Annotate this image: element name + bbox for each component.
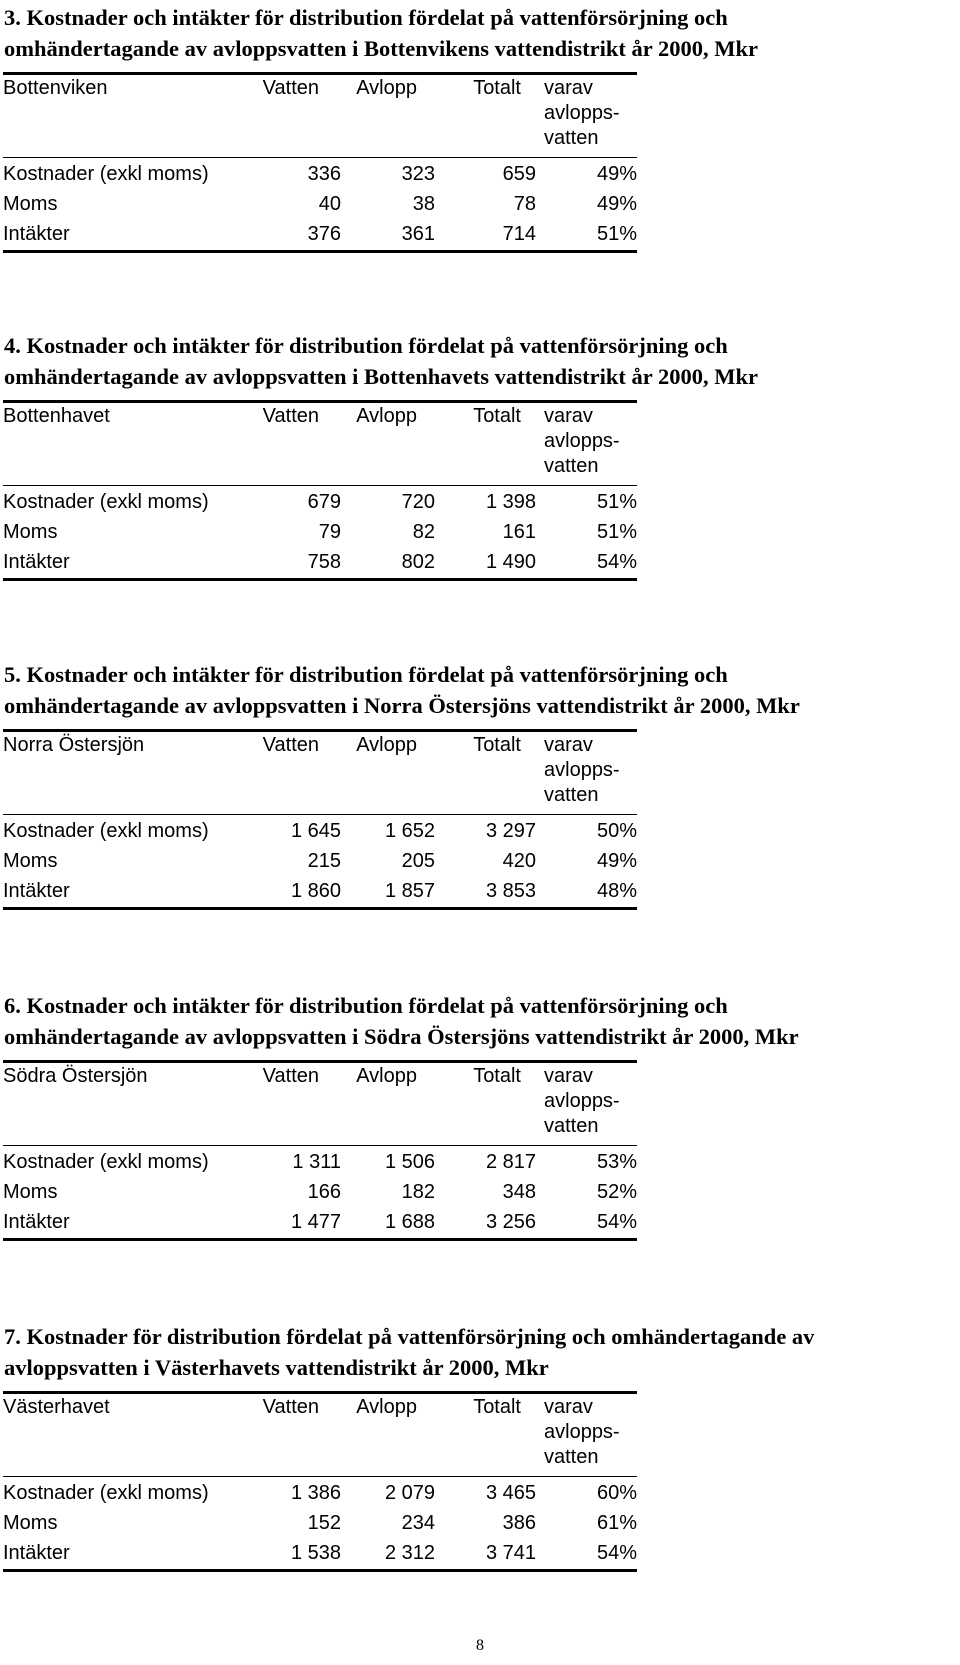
totalt-header: Totalt <box>473 734 521 756</box>
avlopp-header: Avlopp <box>356 734 417 756</box>
table-bottom-rule <box>3 1569 637 1572</box>
varav-header: varav avlopps- vatten <box>544 1065 620 1137</box>
region-header: Bottenviken <box>3 77 108 99</box>
avlopp-header: Avlopp <box>356 405 417 427</box>
region-header: Norra Östersjön <box>3 734 145 756</box>
varav-header: varav avlopps- vatten <box>544 734 620 806</box>
avlopp-header: Avlopp <box>356 1396 417 1418</box>
header-rule <box>3 1145 637 1146</box>
table-bottom-rule <box>3 578 637 581</box>
table-top-rule <box>3 1391 637 1394</box>
vatten-header: Vatten <box>262 734 319 756</box>
vatten-header: Vatten <box>262 77 319 99</box>
table-title: 4. Kostnader och intäkter för distribution fördelat på vattenförsörjning och omhändertagande av avloppsvatten i Bottenhavets vattendistrikt år 2000, Mkr <box>4 333 758 389</box>
varav-header: varav avlopps- vatten <box>544 1396 620 1468</box>
header-rule <box>3 1476 637 1477</box>
vatten-header: Vatten <box>262 1065 319 1087</box>
table-top-rule <box>3 1060 637 1063</box>
header-rule <box>3 157 637 158</box>
varav-header: varav avlopps- vatten <box>544 77 620 149</box>
table-bottom-rule <box>3 250 637 253</box>
vatten-header: Vatten <box>262 1396 319 1418</box>
totalt-header: Totalt <box>473 77 521 99</box>
table-top-rule <box>3 400 637 403</box>
table-title: 6. Kostnader och intäkter för distribution fördelat på vattenförsörjning och omhändertagande av avloppsvatten i Södra Östersjöns vattendistrikt år 2000, Mkr <box>4 993 799 1049</box>
table-bottom-rule <box>3 907 637 910</box>
table-top-rule <box>3 72 637 75</box>
avlopp-header: Avlopp <box>356 1065 417 1087</box>
region-header: Västerhavet <box>3 1396 110 1418</box>
region-header: Södra Östersjön <box>3 1065 148 1087</box>
region-header: Bottenhavet <box>3 405 110 427</box>
table-title: 5. Kostnader och intäkter för distribution fördelat på vattenförsörjning och omhändertagande av avloppsvatten i Norra Östersjöns vattendistrikt år 2000, Mkr <box>4 662 800 718</box>
vatten-header: Vatten <box>262 405 319 427</box>
varav-header: varav avlopps- vatten <box>544 405 620 477</box>
avlopp-header: Avlopp <box>356 77 417 99</box>
totalt-header: Totalt <box>473 405 521 427</box>
table-top-rule <box>3 729 637 732</box>
totalt-header: Totalt <box>473 1065 521 1087</box>
table-title: 3. Kostnader och intäkter för distribution fördelat på vattenförsörjning och omhändertagande av avloppsvatten i Bottenvikens vattendistrikt år 2000, Mkr <box>4 5 758 61</box>
header-rule <box>3 814 637 815</box>
header-rule <box>3 485 637 486</box>
page-number: 8 <box>476 1637 484 1654</box>
table-bottom-rule <box>3 1238 637 1241</box>
table-title: 7. Kostnader för distribution fördelat på vattenförsörjning och omhändertagande av avloppsvatten i Västerhavets vattendistrikt år 2000, Mkr <box>4 1324 815 1380</box>
totalt-header: Totalt <box>473 1396 521 1418</box>
